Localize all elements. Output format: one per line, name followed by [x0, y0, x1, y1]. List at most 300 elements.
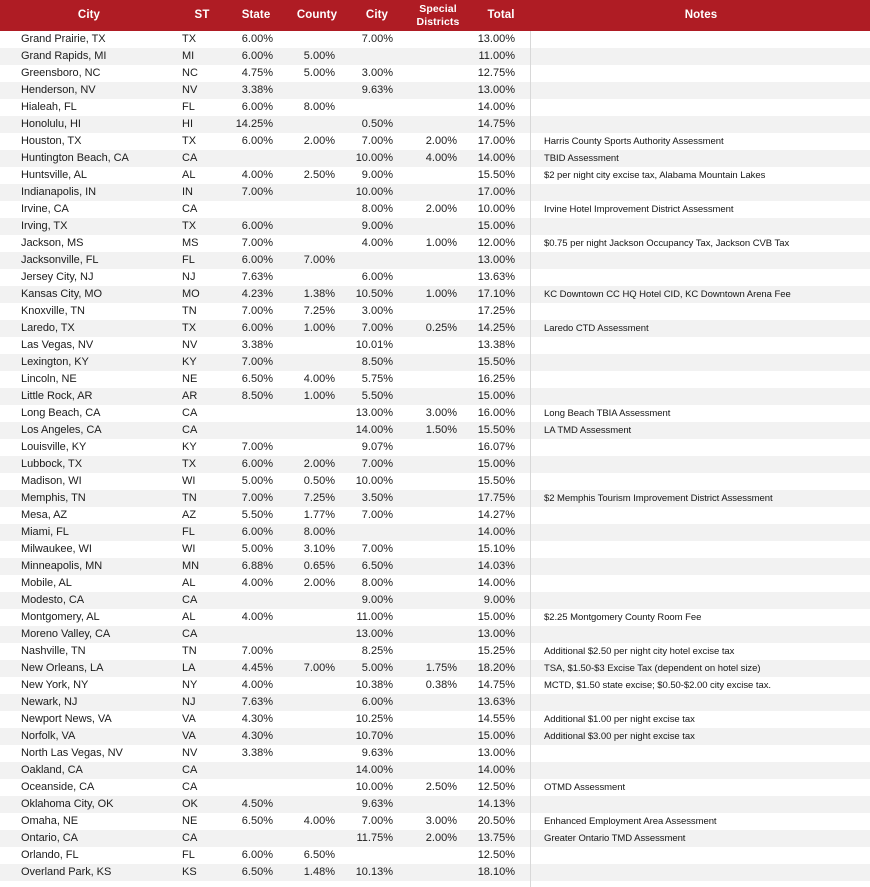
row-city-name: Lexington, KY: [21, 356, 89, 368]
row-county-rate: 6.50%: [303, 849, 335, 861]
row-city-rate: 9.63%: [361, 747, 393, 759]
row-state-abbr: NC: [182, 67, 198, 79]
row-special-districts-rate: [406, 371, 470, 388]
table-row[interactable]: [0, 82, 870, 99]
column-header-state-abbr[interactable]: ST: [194, 8, 210, 21]
table-header-row: [0, 0, 870, 31]
row-county-rate: [286, 150, 348, 167]
row-city-rate: 0.50%: [361, 118, 393, 130]
row-city-rate: 11.00%: [356, 611, 393, 623]
row-city-name: Louisville, KY: [21, 441, 87, 453]
row-special-districts-rate: [406, 575, 470, 592]
row-total-rate: 17.25%: [477, 305, 515, 317]
row-state-rate: 3.38%: [241, 84, 273, 96]
row-county-rate: 1.38%: [303, 288, 335, 300]
table-row[interactable]: [0, 711, 870, 728]
row-special-districts-rate: 1.00%: [425, 237, 457, 249]
row-state-rate: 6.00%: [241, 101, 273, 113]
row-city-name: Las Vegas, NV: [21, 339, 94, 351]
row-state-rate: [226, 422, 286, 439]
row-state-rate: 6.00%: [241, 50, 273, 62]
row-city-rate: 7.00%: [361, 33, 393, 45]
row-state-abbr: IN: [182, 186, 193, 198]
row-city-name: Honolulu, HI: [21, 118, 81, 130]
row-total-rate: 15.50%: [477, 475, 515, 487]
row-total-rate: 12.75%: [477, 67, 515, 79]
row-state-rate: 6.88%: [241, 560, 273, 572]
table-row[interactable]: [0, 150, 870, 167]
row-city-name: Montgomery, AL: [21, 611, 100, 623]
row-state-abbr: MS: [182, 237, 199, 249]
row-city-name: Moreno Valley, CA: [21, 628, 111, 640]
row-state-rate: 7.00%: [241, 645, 273, 657]
row-city-rate: 10.00%: [355, 152, 393, 164]
table-row[interactable]: [0, 388, 870, 405]
table-row[interactable]: [0, 320, 870, 337]
table-row[interactable]: [0, 813, 870, 830]
row-state-abbr: CA: [182, 628, 198, 640]
row-special-districts-rate: [406, 337, 470, 354]
table-row[interactable]: [0, 541, 870, 558]
row-city-rate: 7.00%: [361, 815, 393, 827]
row-special-districts-rate: [406, 762, 470, 779]
row-notes: MCTD, $1.50 state excise; $0.50-$2.00 city excise tax.: [544, 680, 771, 691]
row-state-abbr: MN: [182, 560, 200, 572]
row-county-rate: 7.00%: [303, 254, 335, 266]
special-districts-line1: Special: [419, 3, 457, 16]
row-county-rate: 2.50%: [303, 169, 335, 181]
row-notes: [532, 48, 870, 65]
row-city-name: Ontario, CA: [21, 832, 78, 844]
row-state-rate: 14.25%: [235, 118, 273, 130]
table-row[interactable]: [0, 677, 870, 694]
column-header-total[interactable]: Total: [487, 8, 515, 21]
table-row[interactable]: [0, 575, 870, 592]
row-state-abbr: KS: [182, 866, 197, 878]
row-notes: [532, 388, 870, 405]
table-row[interactable]: [0, 609, 870, 626]
row-city-name: Irving, TX: [21, 220, 68, 232]
table-row[interactable]: [0, 660, 870, 677]
row-state-abbr: MI: [182, 50, 195, 62]
row-city-rate: 14.00%: [355, 764, 393, 776]
row-city-name: Miami, FL: [21, 526, 69, 538]
row-city-rate: 7.00%: [361, 322, 393, 334]
row-city-name: Little Rock, AR: [21, 390, 93, 402]
table-row[interactable]: [0, 303, 870, 320]
row-county-rate: 5.00%: [303, 50, 335, 62]
row-special-districts-rate: 1.75%: [425, 662, 457, 674]
table-row[interactable]: [0, 626, 870, 643]
row-state-rate: 5.00%: [241, 543, 273, 555]
table-row[interactable]: [0, 235, 870, 252]
row-state-abbr: CA: [182, 424, 198, 436]
row-state-abbr: NJ: [182, 696, 196, 708]
row-county-rate: [286, 677, 348, 694]
row-special-districts-rate: [406, 99, 470, 116]
row-city-rate: 5.75%: [361, 373, 393, 385]
row-state-rate: 8.50%: [241, 390, 273, 402]
row-city-rate: 8.50%: [361, 356, 393, 368]
table-row[interactable]: [0, 269, 870, 286]
row-county-rate: 8.00%: [303, 526, 335, 538]
row-special-districts-rate: [406, 694, 470, 711]
row-city-rate: 3.50%: [361, 492, 393, 504]
row-county-rate: [286, 422, 348, 439]
row-special-districts-rate: [406, 218, 470, 235]
row-city-name: Mobile, AL: [21, 577, 72, 589]
table-row[interactable]: [0, 728, 870, 745]
table-row[interactable]: [0, 133, 870, 150]
row-city-name: Modesto, CA: [21, 594, 85, 606]
row-notes: [532, 541, 870, 558]
row-city-name: Huntington Beach, CA: [21, 152, 129, 164]
row-special-districts-rate: [406, 388, 470, 405]
table-row[interactable]: [0, 864, 870, 881]
table-row[interactable]: [0, 745, 870, 762]
row-city-name: Oklahoma City, OK: [21, 798, 114, 810]
row-notes: Irvine Hotel Improvement District Assessment: [544, 204, 734, 215]
table-row[interactable]: [0, 405, 870, 422]
row-city-rate: 7.00%: [361, 543, 393, 555]
table-row[interactable]: [0, 99, 870, 116]
table-header: [0, 0, 870, 31]
row-total-rate: 13.00%: [477, 254, 515, 266]
row-state-abbr: HI: [182, 118, 193, 130]
table-row[interactable]: [0, 847, 870, 864]
row-state-abbr: NV: [182, 747, 198, 759]
column-header-special-districts[interactable]: [406, 0, 470, 31]
row-notes: [532, 269, 870, 286]
row-special-districts-rate: [406, 728, 470, 745]
row-special-districts-rate: [406, 439, 470, 456]
row-notes: [532, 524, 870, 541]
table-row[interactable]: [0, 473, 870, 490]
row-total-rate: 15.50%: [477, 424, 515, 436]
row-special-districts-rate: 4.00%: [425, 152, 457, 164]
row-state-rate: 5.00%: [241, 475, 273, 487]
row-county-rate: [286, 694, 348, 711]
row-city-name: North Las Vegas, NV: [21, 747, 123, 759]
row-state-rate: 6.00%: [241, 254, 273, 266]
row-notes: Additional $1.00 per night excise tax: [544, 714, 695, 725]
row-county-rate: 1.00%: [303, 390, 335, 402]
row-city-rate: 5.00%: [361, 662, 393, 674]
row-city-rate: 5.50%: [361, 390, 393, 402]
row-notes: [532, 762, 870, 779]
row-county-rate: 4.00%: [303, 373, 335, 385]
row-state-abbr: LA: [182, 662, 196, 674]
row-state-abbr: WI: [182, 543, 196, 555]
column-header-city[interactable]: City: [77, 8, 101, 21]
row-county-rate: [286, 643, 348, 660]
row-state-rate: 4.30%: [241, 730, 273, 742]
row-notes: Harris County Sports Authority Assessment: [544, 136, 724, 147]
row-notes: [532, 456, 870, 473]
row-city-name: Irvine, CA: [21, 203, 69, 215]
row-total-rate: 17.10%: [477, 288, 515, 300]
row-state-abbr: FL: [182, 101, 195, 113]
row-notes: [532, 592, 870, 609]
row-state-abbr: NE: [182, 373, 198, 385]
row-state-abbr: AL: [182, 611, 196, 623]
row-special-districts-rate: 3.00%: [425, 815, 457, 827]
row-city-name: Greensboro, NC: [21, 67, 101, 79]
row-total-rate: 18.10%: [477, 866, 515, 878]
row-notes: [532, 558, 870, 575]
row-notes: $0.75 per night Jackson Occupancy Tax, Jackson CVB Tax: [544, 238, 790, 249]
row-state-abbr: AR: [182, 390, 198, 402]
table-row[interactable]: [0, 830, 870, 847]
table-row[interactable]: [0, 779, 870, 796]
row-city-name: Long Beach, CA: [21, 407, 101, 419]
table-row[interactable]: [0, 116, 870, 133]
table-row[interactable]: [0, 286, 870, 303]
row-state-rate: 4.45%: [241, 662, 273, 674]
row-city-name: Laredo, TX: [21, 322, 75, 334]
row-city-name: Oakland, CA: [21, 764, 83, 776]
row-city-rate: 10.00%: [355, 186, 393, 198]
row-total-rate: 16.07%: [477, 441, 515, 453]
row-total-rate: 12.50%: [477, 849, 515, 861]
row-state-rate: 6.00%: [241, 135, 273, 147]
row-special-districts-rate: [406, 82, 470, 99]
row-special-districts-rate: 2.00%: [425, 832, 457, 844]
row-city-rate: 6.00%: [361, 696, 393, 708]
table-row[interactable]: [0, 762, 870, 779]
row-state-rate: 7.00%: [241, 237, 273, 249]
row-total-rate: 14.13%: [477, 798, 515, 810]
row-total-rate: 14.75%: [477, 679, 515, 691]
row-state-rate: 6.00%: [241, 849, 273, 861]
row-total-rate: 13.38%: [477, 339, 515, 351]
row-city-name: Knoxville, TN: [21, 305, 85, 317]
row-city-rate: 8.25%: [361, 645, 393, 657]
row-total-rate: 15.25%: [477, 645, 515, 657]
column-header-state-rate[interactable]: State: [241, 8, 271, 21]
row-notes: [532, 218, 870, 235]
row-state-rate: [226, 626, 286, 643]
row-total-rate: 17.00%: [477, 135, 515, 147]
row-state-rate: [226, 830, 286, 847]
row-notes: Long Beach TBIA Assessment: [544, 408, 671, 419]
row-city-name: Madison, WI: [21, 475, 82, 487]
row-city-rate: 9.63%: [361, 84, 393, 96]
row-notes: [532, 31, 870, 48]
row-special-districts-rate: [406, 507, 470, 524]
table-row[interactable]: [0, 252, 870, 269]
row-city-name: Newport News, VA: [21, 713, 112, 725]
row-notes: [532, 439, 870, 456]
row-state-abbr: AL: [182, 577, 196, 589]
row-notes: Additional $2.50 per night city hotel excise tax: [544, 646, 735, 657]
row-state-rate: [226, 150, 286, 167]
row-city-rate: 10.50%: [355, 288, 393, 300]
row-notes: TBID Assessment: [544, 153, 619, 164]
row-city-rate: 4.00%: [361, 237, 393, 249]
row-city-name: Jacksonville, FL: [21, 254, 99, 266]
row-total-rate: 14.00%: [477, 101, 515, 113]
row-state-abbr: TN: [182, 645, 197, 657]
table-row[interactable]: [0, 490, 870, 507]
table-row[interactable]: [0, 456, 870, 473]
row-total-rate: 13.63%: [477, 696, 515, 708]
row-state-rate: 7.00%: [241, 492, 273, 504]
row-city-rate: 10.13%: [355, 866, 393, 878]
row-special-districts-rate: [406, 541, 470, 558]
table-row[interactable]: [0, 796, 870, 813]
column-header-county-rate[interactable]: County: [296, 8, 338, 21]
row-notes: [532, 371, 870, 388]
row-state-abbr: FL: [182, 526, 195, 538]
row-special-districts-rate: [406, 473, 470, 490]
row-notes: [532, 473, 870, 490]
row-notes: [532, 354, 870, 371]
row-city-name: New York, NY: [21, 679, 89, 691]
table-row[interactable]: [0, 201, 870, 218]
row-county-rate: [286, 184, 348, 201]
row-county-rate: [286, 354, 348, 371]
table-row[interactable]: [0, 694, 870, 711]
row-special-districts-rate: 2.00%: [425, 203, 457, 215]
table-row[interactable]: [0, 439, 870, 456]
row-notes: [532, 337, 870, 354]
row-city-rate: 3.00%: [361, 67, 393, 79]
row-notes: [532, 116, 870, 133]
table-row[interactable]: [0, 371, 870, 388]
row-county-rate: [286, 31, 348, 48]
row-city-name: Norfolk, VA: [21, 730, 76, 742]
row-city-name: Grand Rapids, MI: [21, 50, 107, 62]
row-total-rate: 15.00%: [477, 220, 515, 232]
table-row[interactable]: [0, 218, 870, 235]
row-county-rate: [286, 337, 348, 354]
row-total-rate: 15.10%: [477, 543, 515, 555]
row-city-rate: 6.00%: [361, 271, 393, 283]
row-city-rate: [348, 99, 406, 116]
row-city-rate: 13.00%: [355, 628, 393, 640]
table-row[interactable]: [0, 592, 870, 609]
row-total-rate: 12.00%: [477, 237, 515, 249]
row-total-rate: 13.00%: [477, 33, 515, 45]
table-row[interactable]: [0, 643, 870, 660]
row-state-rate: [226, 592, 286, 609]
row-city-rate: [348, 847, 406, 864]
row-city-name: Oceanside, CA: [21, 781, 95, 793]
table-row[interactable]: [0, 354, 870, 371]
row-city-name: Indianapolis, IN: [21, 186, 97, 198]
row-state-rate: 6.50%: [241, 815, 273, 827]
table-row[interactable]: [0, 422, 870, 439]
row-special-districts-rate: [406, 48, 470, 65]
row-special-districts-rate: 2.00%: [425, 135, 457, 147]
row-county-rate: [286, 405, 348, 422]
row-total-rate: 14.00%: [477, 764, 515, 776]
row-notes: [532, 626, 870, 643]
row-state-rate: 6.00%: [241, 526, 273, 538]
row-state-abbr: NJ: [182, 271, 196, 283]
row-special-districts-rate: [406, 643, 470, 660]
table-row[interactable]: [0, 524, 870, 541]
row-city-name: Mesa, AZ: [21, 509, 68, 521]
table-row[interactable]: [0, 558, 870, 575]
row-total-rate: 18.20%: [477, 662, 515, 674]
table-row[interactable]: [0, 184, 870, 201]
row-county-rate: [286, 626, 348, 643]
column-header-city-rate[interactable]: City: [365, 8, 389, 21]
row-county-rate: [286, 609, 348, 626]
row-special-districts-rate: [406, 592, 470, 609]
row-total-rate: 11.00%: [478, 50, 515, 62]
table-row[interactable]: [0, 167, 870, 184]
row-county-rate: 7.25%: [303, 492, 335, 504]
row-total-rate: 20.50%: [477, 815, 515, 827]
row-city-rate: 10.70%: [355, 730, 393, 742]
row-state-rate: 7.00%: [241, 305, 273, 317]
table-row[interactable]: [0, 65, 870, 82]
row-total-rate: 15.00%: [477, 611, 515, 623]
row-county-rate: [286, 218, 348, 235]
row-notes: Greater Ontario TMD Assessment: [544, 833, 686, 844]
row-county-rate: 7.25%: [303, 305, 335, 317]
row-state-rate: 5.50%: [241, 509, 273, 521]
row-total-rate: 17.75%: [477, 492, 515, 504]
row-total-rate: 12.50%: [477, 781, 515, 793]
row-special-districts-rate: [406, 269, 470, 286]
row-notes: Additional $3.00 per night excise tax: [544, 731, 695, 742]
row-state-rate: 6.00%: [241, 33, 273, 45]
row-state-rate: 4.00%: [241, 577, 273, 589]
row-total-rate: 13.00%: [477, 747, 515, 759]
row-total-rate: 13.00%: [477, 84, 515, 96]
row-state-abbr: AZ: [182, 509, 197, 521]
row-city-rate: 10.00%: [355, 781, 393, 793]
row-county-rate: 0.50%: [303, 475, 335, 487]
row-notes: Enhanced Employment Area Assessment: [544, 816, 717, 827]
row-state-rate: 7.00%: [241, 356, 273, 368]
row-state-rate: [226, 405, 286, 422]
row-county-rate: 1.48%: [303, 866, 335, 878]
row-city-name: Omaha, NE: [21, 815, 79, 827]
table-row[interactable]: [0, 31, 870, 48]
row-notes: [532, 65, 870, 82]
row-total-rate: 15.00%: [477, 458, 515, 470]
table-row[interactable]: [0, 507, 870, 524]
row-state-rate: [226, 762, 286, 779]
row-city-name: Minneapolis, MN: [21, 560, 103, 572]
row-state-abbr: NV: [182, 84, 198, 96]
row-state-rate: 4.75%: [241, 67, 273, 79]
table-row[interactable]: [0, 48, 870, 65]
row-special-districts-rate: 0.38%: [425, 679, 457, 691]
row-notes: OTMD Assessment: [544, 782, 626, 793]
table-row[interactable]: [0, 337, 870, 354]
row-special-districts-rate: [406, 524, 470, 541]
column-header-notes[interactable]: Notes: [684, 8, 718, 21]
row-state-abbr: VA: [182, 730, 196, 742]
row-county-rate: [286, 796, 348, 813]
row-city-rate: 9.00%: [361, 594, 393, 606]
row-special-districts-rate: 3.00%: [425, 407, 457, 419]
row-county-rate: 3.10%: [303, 543, 335, 555]
row-county-rate: [286, 779, 348, 796]
row-city-rate: 3.00%: [361, 305, 393, 317]
row-state-abbr: TX: [182, 220, 197, 232]
row-city-rate: 10.25%: [355, 713, 393, 725]
row-total-rate: 14.75%: [477, 118, 515, 130]
row-city-name: Lubbock, TX: [21, 458, 83, 470]
row-city-rate: 9.00%: [361, 169, 393, 181]
